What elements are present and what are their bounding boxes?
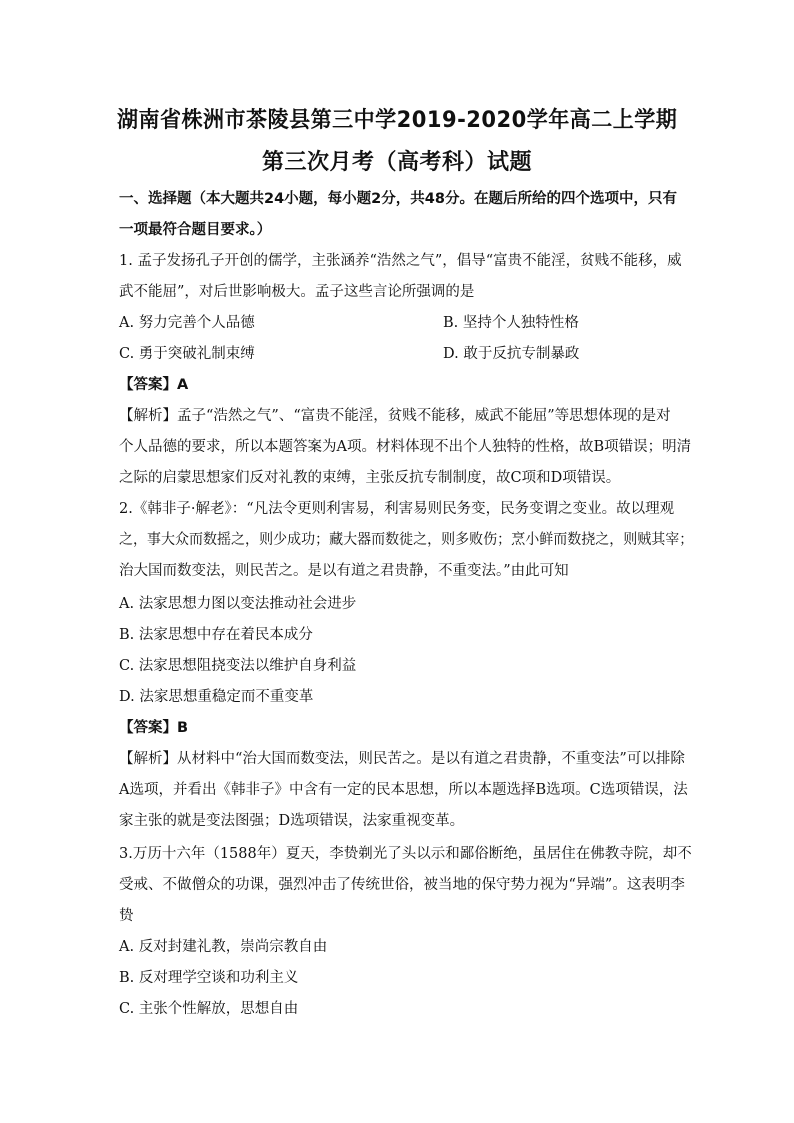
q2-option-d: D. 法家思想重稳定而不重变革	[119, 689, 314, 705]
q2-analysis-line2: A选项，并看出《韩非子》中含有一定的民本思想，所以本题选择B选项。C选项错误，法	[119, 782, 688, 798]
q2-option-b: B. 法家思想中存在着民本成分	[119, 627, 313, 643]
section-header-line1: 一、选择题（本大题共24小题，每小题2分，共48分。在题后所给的四个选项中，只有	[119, 191, 677, 207]
q3-option-a: A. 反对封建礼教，崇尚宗教自由	[119, 939, 328, 955]
q2-option-a: A. 法家思想力图以变法推动社会进步	[119, 596, 357, 612]
q1-analysis-line3: 之际的启蒙思想家们反对礼教的束缚，主张反抗专制制度，故C项和D项错误。	[119, 470, 621, 486]
q3-stem-line1: 3.万历十六年（1588年）夏天，李贽剃光了头以示和鄙俗断绝，虽居住在佛教寺院，却不	[119, 846, 692, 862]
q1-analysis-line2: 个人品德的要求，所以本题答案为A项。材料体现不出个人独特的性格，故B项错误；明清	[119, 439, 692, 455]
q3-stem-line2: 受戒、不做僧众的功课，强烈冲击了传统世俗，被当地的保守势力视为“异端”。这表明李	[119, 877, 685, 893]
q2-answer: 【答案】B	[119, 720, 189, 736]
q2-stem-line2: 之，事大众而数摇之，则少成功；藏大器而数徙之，则多败伤；烹小鲜而数挠之，则贼其宰；	[119, 532, 694, 548]
document-title-line1: 湖南省株洲市茶陵县第三中学2019-2020学年高二上学期	[117, 108, 678, 133]
q3-option-c: C. 主张个性解放，思想自由	[119, 1001, 299, 1017]
q3-option-b: B. 反对理学空谈和功利主义	[119, 970, 299, 986]
q2-stem-line3: 治大国而数变法，则民苦之。是以有道之君贵静，不重变法。”由此可知	[119, 563, 569, 579]
q3-stem-line3: 贽	[119, 908, 134, 924]
q1-analysis-line1: 【解析】孟子“浩然之气”、“富贵不能淫，贫贱不能移，威武不能屈”等思想体现的是对	[119, 408, 671, 424]
q2-stem-line1: 2.《韩非子·解老》：“凡法令更则利害易，利害易则民务变，民务变谓之变业。故以理观	[119, 501, 675, 517]
q1-option-a: A. 努力完善个人品德	[119, 315, 255, 331]
q1-answer: 【答案】A	[119, 377, 189, 393]
q2-analysis-line1: 【解析】从材料中“治大国而数变法，则民苦之。是以有道之君贵静，不重变法”可以排除	[119, 751, 685, 767]
document-title-line2: 第三次月考（高考科）试题	[262, 150, 533, 175]
q2-analysis-line3: 家主张的就是变法图强；D选项错误，法家重视变革。	[119, 813, 465, 829]
q2-option-c: C. 法家思想阻挠变法以维护自身利益	[119, 658, 357, 674]
q1-stem-line1: 1. 孟子发扬孔子开创的儒学，主张涵养“浩然之气”，倡导“富贵不能淫，贫贱不能移，威	[119, 253, 682, 269]
q1-option-c: C. 勇于突破礼制束缚	[119, 346, 255, 362]
q1-option-b: B. 坚持个人独特性格	[443, 315, 579, 331]
q1-stem-line2: 武不能屈”，对后世影响极大。孟子这些言论所强调的是	[119, 284, 475, 300]
section-header-line2: 一项最符合题目要求。）	[119, 222, 272, 238]
q1-option-d: D. 敢于反抗专制暴政	[443, 346, 580, 362]
